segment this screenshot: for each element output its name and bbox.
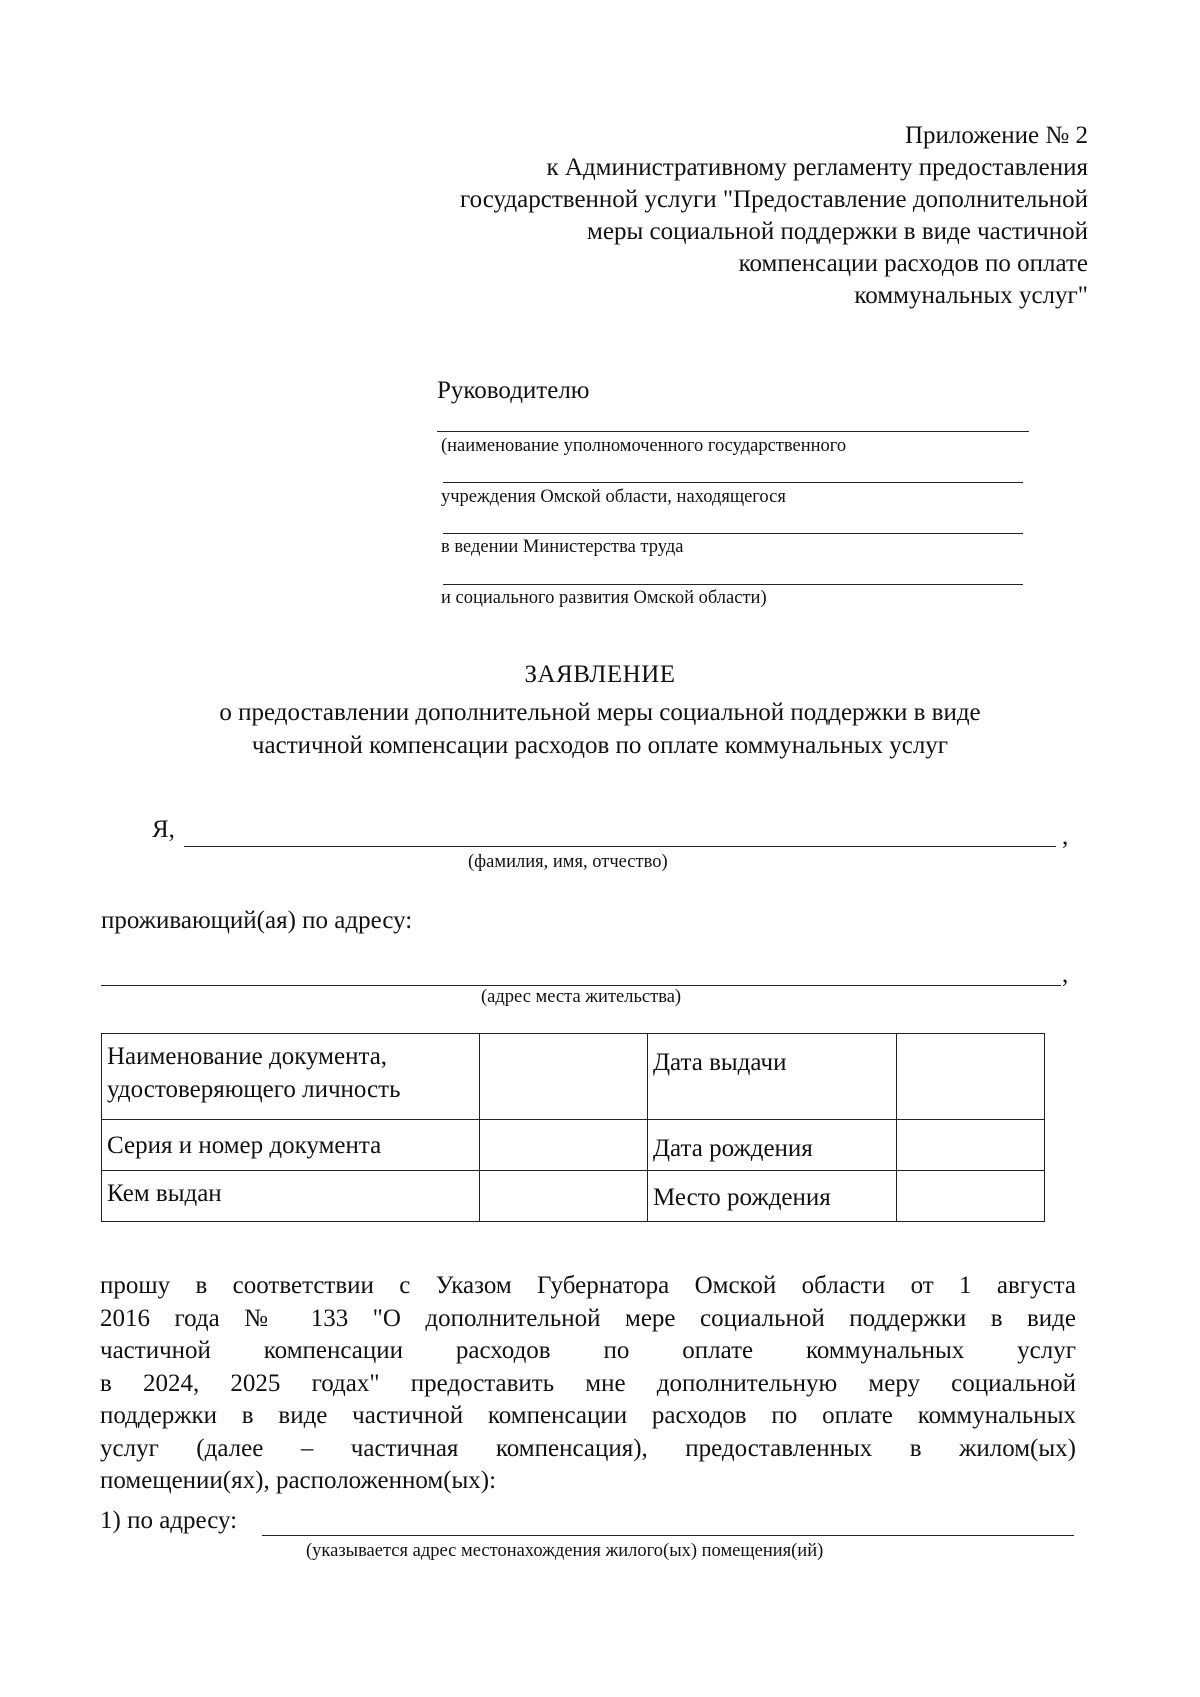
applicant-name-field[interactable]: [184, 846, 1056, 847]
appendix-line: компенсации расходов по оплате: [738, 250, 1088, 277]
appendix-line: Приложение № 2: [904, 122, 1088, 149]
paragraph-line: прошу в соответствии с Указом Губернатора Омской области от 1 августа: [100, 1272, 1076, 1299]
applicant-prefix: Я,: [152, 816, 175, 843]
doc-name-label: Наименование документа, удостоверяющего личность: [102, 1034, 480, 1120]
statement-subtitle: [0, 696, 1200, 762]
addressee-line[interactable]: [443, 584, 1023, 585]
residing-label: проживающий(ая) по адресу:: [101, 907, 413, 934]
addressee-caption: и социального развития Омской области): [441, 588, 767, 608]
table-row: [102, 1034, 1045, 1120]
table-row: [102, 1171, 1045, 1222]
appendix-header: [328, 120, 1088, 312]
residing-address-comma: ,: [1062, 961, 1069, 988]
issue-date-value[interactable]: [897, 1034, 1045, 1120]
table-row: [102, 1120, 1045, 1171]
addressee-caption: в ведении Министерства труда: [441, 537, 684, 557]
request-paragraph: [100, 1270, 1076, 1498]
issued-by-label: Кем выдан: [102, 1171, 480, 1222]
subtitle-line: частичной компенсации расходов по оплате коммунальных услуг: [251, 732, 949, 759]
addressee-caption: (наименование уполномоченного государственного: [441, 436, 847, 456]
paragraph-line: услуг (далее – частичная компенсация), предоставленных в жилом(ых): [100, 1434, 1076, 1462]
paragraph-line: помещении(ях), расположенном(ых):: [100, 1467, 497, 1494]
appendix-line: государственной услуги "Предоставление дополнительной: [460, 186, 1088, 213]
applicant-name-caption: (фамилия, имя, отчество): [468, 852, 668, 872]
addressee-line[interactable]: [443, 533, 1023, 534]
subtitle-line: о предоставлении дополнительной меры социальной поддержки в виде: [219, 699, 981, 726]
appendix-line: к Административному регламенту предоставления: [546, 154, 1088, 181]
identity-document-table: [101, 1033, 1045, 1222]
statement-title: ЗАЯВЛЕНИЕ: [524, 661, 676, 688]
birth-date-value[interactable]: [897, 1120, 1045, 1171]
addressee-line[interactable]: [443, 482, 1023, 483]
addressee-caption: учреждения Омской области, находящегося: [441, 487, 786, 507]
paragraph-line: поддержки в виде частичной компенсации расходов по оплате коммунальных: [100, 1402, 1076, 1429]
applicant-name-comma: ,: [1062, 823, 1069, 850]
paragraph-line: 2016 года № 133 "О дополнительной мере социальной поддержки в виде: [100, 1304, 1076, 1332]
birth-date-label: Дата рождения: [648, 1120, 897, 1171]
residing-address-field[interactable]: [101, 985, 1061, 986]
birth-place-label: Место рождения: [648, 1171, 897, 1222]
paragraph-line: частичной компенсации расходов по оплате коммунальных услуг: [100, 1337, 1076, 1364]
addressee-line[interactable]: [437, 431, 1029, 432]
item1-address-field[interactable]: [262, 1535, 1074, 1536]
issued-by-value[interactable]: [480, 1171, 648, 1222]
addressee-title: Руководителю: [437, 377, 590, 404]
issue-date-label: Дата выдачи: [648, 1034, 897, 1120]
paragraph-line: в 2024, 2025 годах" предоставить мне дополнительную меру социальной: [100, 1369, 1076, 1397]
residing-address-caption: (адрес места жительства): [481, 987, 682, 1007]
appendix-line: меры социальной поддержки в виде частичной: [587, 218, 1088, 245]
birth-place-value[interactable]: [897, 1171, 1045, 1222]
doc-number-label: Серия и номер документа: [102, 1120, 480, 1171]
item1-label: 1) по адресу:: [100, 1507, 238, 1534]
doc-number-value[interactable]: [480, 1120, 648, 1171]
item1-caption: (указывается адрес местонахождения жилого(ых) помещения(ий): [306, 1541, 824, 1561]
appendix-line: коммунальных услуг": [854, 282, 1088, 309]
doc-name-value[interactable]: [480, 1034, 648, 1120]
